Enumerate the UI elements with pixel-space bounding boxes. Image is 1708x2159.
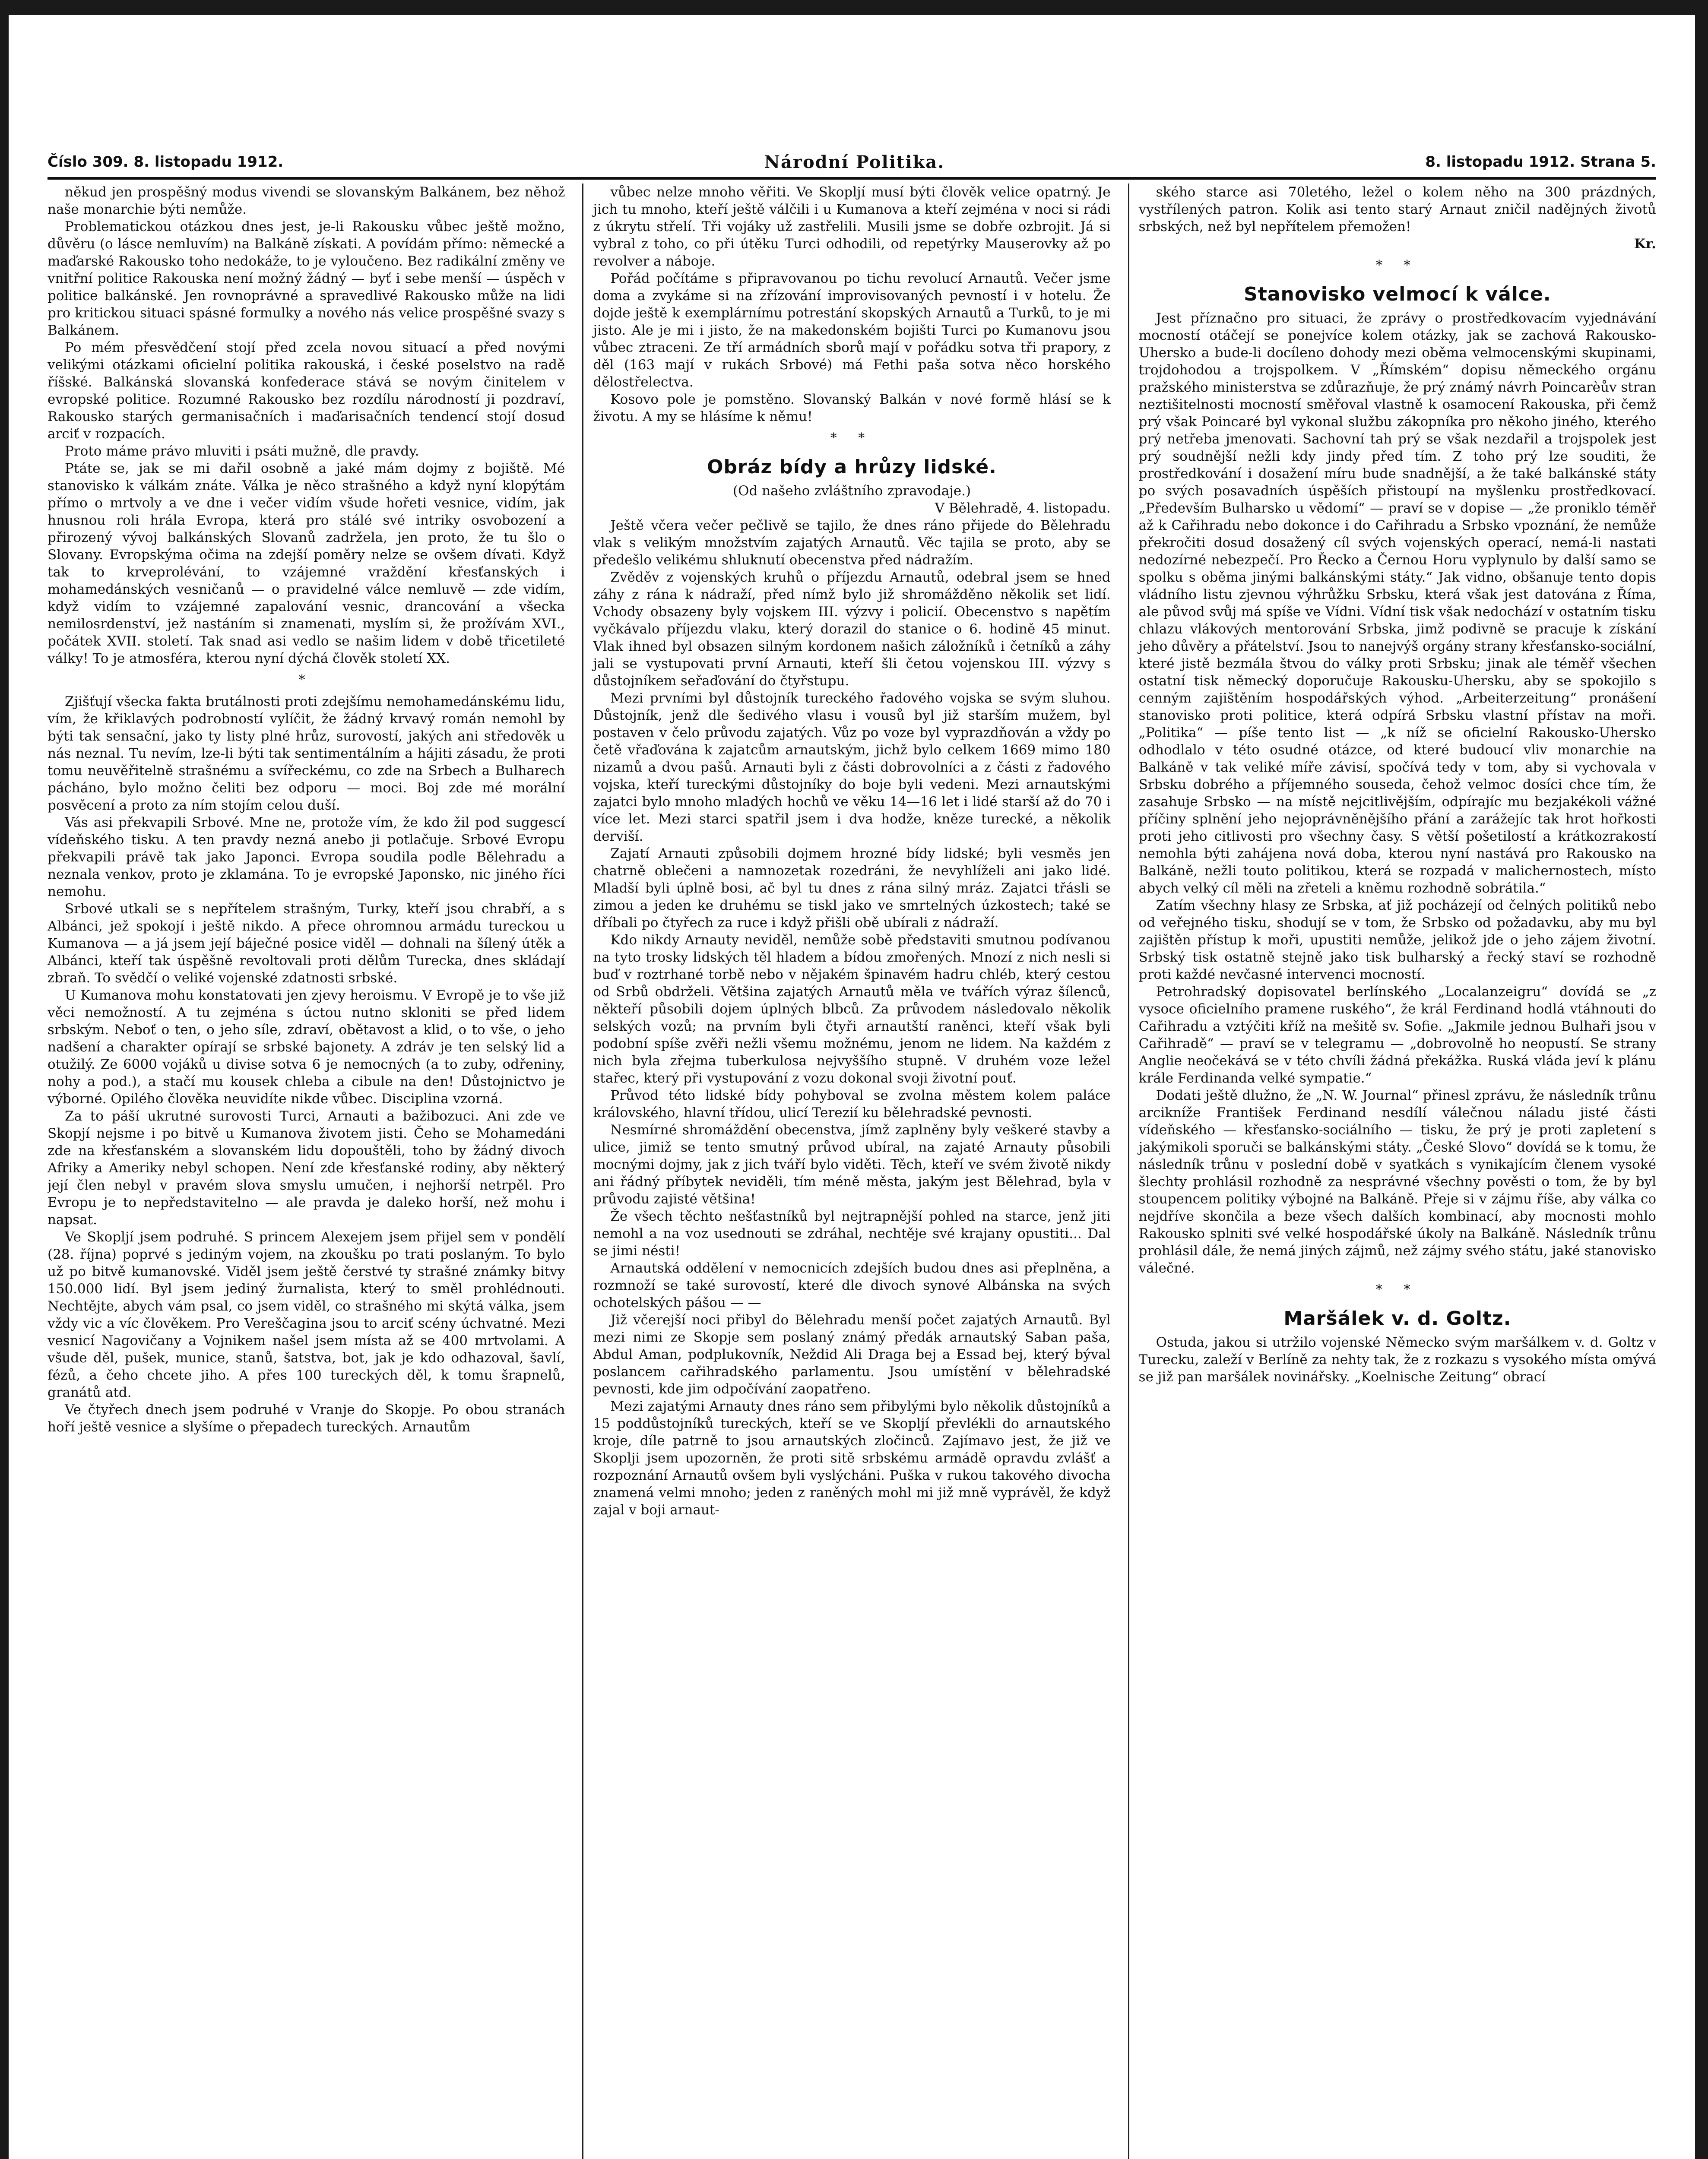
page-number: 8. listopadu 1912. Strana 5. xyxy=(1425,153,1656,171)
newspaper-page xyxy=(9,15,1695,2159)
paragraph: Kosovo pole je pomstěno. Slovanský Balkán v nové formě hlásí se k životu. A my se hlásíme k němu! xyxy=(593,392,1111,424)
paragraph: Srbové utkali se s nepřítelem strašným, Turky, kteří jsou chrabří, a s Albánci, jež spokojí i ještě nikdo. A přece ohromnou armádu tureckou u Kumanova — a já jsem její báječné posice viděl — dohnali na šílený útěk a Albánci, kteří tak úspěšně revoltovali proti dělům Turecka, dnes skládají zbraň. To svědčí o veliké vojenské zdatnosti srbské. xyxy=(48,901,565,986)
paragraph: Kdo nikdy Arnauty neviděl, nemůže sobě představiti smutnou podívanou na tyto trosky lidských těl hladem a bídou zmořených. Mnozí z nich nesli si buď v roztrhané torbě nebo v nějakém špinavém hadru chléb, který cestou od Srbů obdrželi. Většina zajatých Arnautů měla ve tvářích výraz šílenců, někteří působili dojem úplných blbců. Za průvodem následovalo několik selských vozů; na prvním byli čtyři arnautští raněnci, kteří však byli podobní spíše zvěři nežli všemu možnému, jenom ne lidem. Na každém z nich byla zřejma tuberkulosa nejvyššího stupně. V druhém voze ležel stařec, který při vystupování z vozu dokonal svoji životní pouť. xyxy=(593,932,1111,1086)
paragraph: Pořád počítáme s připravovanou po tichu revolucí Arnautů. Večer jsme doma a zvykáme si na zřízování improvisovaných pevností i v hotelu. Že dojde ještě k exemplárnímu potrestání skopských Arnautů a Turků, to je mi jisto. Ale je mi i jisto, že na makedonském bojišti Turci po Kumanovu jsou vůbec ztraceni. Ze tří armádních sborů mají v pořádku sotva tři prapory, z děl (163 mají v rukách Srbové) má Fethi paša sotva něco horského dělostřelectva. xyxy=(593,271,1111,390)
paragraph: Jest příznačno pro situaci, že zprávy o prostředkovacím vyjednávání mocností otáčejí se ponejvíce kolem otázky, jak se zachová Rakousko-Uhersko a bude-li docíleno dohody mezi oběma velmocenskými skupinami, trojdohodou a trojspolkem. V „Římském“ dopisu německého orgánu pražského ministerstva se zdůrazňuje, že prý známý návrh Poincarèův stran neztišitelnosti mocností směřoval vlastně k osamocení Rakouska, při čemž prý však Poincaré byl vykonal službu zákopníka pro někoho jiného, kterého prý netřeba jmenovati. Sachovní tah prý se však nezdařil a trojspolek jest prý soudnější nežli kdy jindy před tím. Z toho prý lze souditi, že prostředkování i dosažení míru bude snadnější, a že také balkánské státy po svých posavadních úspěších přistoupí na myšlenku prostředkovací. „Především Bulharsko u vědomí“ — praví se v dopise — „že proniklo téměř až k Cařihradu nebo dokonce i do Cařihradu a Srbsko vpoznání, že nemůže překročiti dosud dosažený cíl svých vojenských operací, nemá-li nastati nedozírné nebezpečí. Pro Řecko a Černou Horu vyplynulo by další samo se spolku s oběma jinými balkánskými státy.“ Jak vidno, obšanuje tento dopis vládního listu zjevnou výhrůžku Srbsku, která však jest datována z Říma, ale původ svůj má spíše ve Vídni. Vídní tisk však nedochází v ostatním tisku chlazu vlákových mentorování Srbska, jimž podivně se pracuje k získání jeho důvěry a přátelství. Jsou to nanejvýš orgány strany křesťansko-sociální, které jistě bezmála štvou do války proti Srbsku; jinak ale téměř všechen ostatní tisk německý doporučuje Rakousku-Uhersku, aby se spokojilo s cenným zajištěním hospodářských výhod. „Arbeiterzeitung“ pronášení stanovisko proti politice, která odpírá Srbsku vlastní přístav na moři. „Politika“ — píše tento list — „k níž se oficielní Rakousko-Uhersko odhodlalo v této osudné otázce, od které budoucí vliv monarchie na Balkáně v tak veliké míře závisí, spočívá tedy v tom, aby si vychovala v Srbsku dobrého a příjemného souseda, čehož velmoc dosíci chce tím, že zasahuje Srbsko — na místě nejcitlivějším, odpírajíc mu bezjakékoli vážné příčiny splnění jeho nejoprávněnějšího přání a zarážejíc tak hrot hořkosti proti jeho citlivosti pro všechny časy. S větší pošetilostí a krátkozrakostí nemohla býti zahájena nová doba, kterou nyní nastává pro Rakousko na Balkáně, nežli touto politikou, která se rozpadá v malichernostech, místo abych velký cíl měli na zřeteli a kněmu rozhodně sobrátila.“ xyxy=(1138,310,1656,896)
paragraph: Zjišťují všecka fakta brutálnosti proti zdejšímu nemohamedánskému lidu, vím, že křiklavých podrobností vylíčit, že žádný krvavý román nemohl by býti tak sensační, jako ty listy plné hrůz, surovostí, jakých ani středověk u nás neznal. Tu nevím, lze-li býti tak sentimentálním a hájiti zásadu, že proti tomu neuvěřitelně strašnému a svířeckému, co zde na Srbech a Bulharech pácháno, bylo možno čeliti bez odporu — moci. Boj zde mé morální posvěcení a proto za ním stojím celou duší. xyxy=(48,694,565,813)
paragraph: někud jen prospěšný modus vivendi se slovanským Balkánem, bez něhož naše monarchie býti nemůže. xyxy=(48,184,565,217)
paragraph: Vás asi překvapili Srbové. Mne ne, protože vím, že kdo žil pod suggescí vídeňského tisku. A ten pravdy nezná anebo ji potlačuje. Srbové Evropu překvapili právě tak jako Japonci. Evropa soudila podle Bělehradu a neznala venkov, proto je zklamána. To je evropské Japonsko, nic jiného říci nemohu. xyxy=(48,815,565,899)
section-separator: * * xyxy=(1376,258,1419,273)
author-signature: Kr. xyxy=(1634,236,1656,252)
issue-number: Číslo 309. 8. listopadu 1912. xyxy=(48,153,284,171)
paragraph: Mezi prvními byl důstojník tureckého řadového vojska se svým sluhou. Důstojník, jenž dle šedivého vlasu i vousů byl již starším mužem, byl postaven v čelo průvodu zajatých. Vůz po voze byl vyprazdňován a vždy po četě vřaďována k zajatcům arnautským, jichž bylo celkem 1669 mimo 180 nizamů a dvou pašů. Arnauti byli z části dobrovolníci a z části z řadového vojska, kteří tureckými důstojníky do boje byli vedeni. Mezi arnautskými zajatci bylo mnoho mladých hochů ve věku 14—16 let i lidé starší až do 70 i více let. Mezi starci spatřil jsem i dva hodže, kněze turecké, a několik derviší. xyxy=(593,690,1111,844)
paragraph: Zvěděv z vojenských kruhů o příjezdu Arnautů, odebral jsem se hned záhy z rána k nádraží, před nímž bylo již shromážděno několik set lidí. Vchody obsazeny byly vojskem III. výzvy i policií. Obecenstvo s napětím vyčkávalo příjezdu vlaku, který dorazil do stanice o 6. hodině 45 minut. Vlak ihned byl obsazen silným kordonem našich záložníků i četníků a záhy jali se vystupovati první Arnauti, kteří šli četou vojenskou III. výzvy s důstojníkem seřaďování do čtyřstupu. xyxy=(593,570,1111,689)
article-headline: Maršálek v. d. Goltz. xyxy=(1283,1307,1512,1330)
paragraph: Ve Skopljí jsem podruhé. S princem Alexejem jsem přijel sem v pondělí (28. října) poprvé s jediným vojem, na zkoušku po trati poslaným. To bylo už po bitvě kumanovské. Viděl jsem ještě čerstvé ty strašné známky bitvy 150.000 lidí. Byl jsem jediný žurnalista, který to směl prohlédnouti. Nechtějte, abych vám psal, co jsem viděl, co strašného mi skýtá válka, jsem vždy vic a víc člověkem. Pro Vereščagina jsou to arciť scény úchvatné. Mezi vesnicí Nagovičany a Vojnikem našel jsem místa až se 400 mrtvolami. A všude děl, pušek, munice, stanů, šatstva, bot, jak je kdo odhazoval, šavlí, fézů, a čeho chcete jiho. A přes 100 tureckých děl, k tomu šrapnelů, granátů atd. xyxy=(48,1229,565,1400)
article-headline: Stanovisko velmocí k válce. xyxy=(1244,283,1551,305)
article-columns xyxy=(48,184,1656,2159)
article-dateline: V Bělehradě, 4. listopadu. xyxy=(935,500,1111,516)
paragraph: Zajatí Arnauti způsobili dojmem hrozné bídy lidské; byli vesměs jen chatrně oblečeni a namnozetak rozedráni, že nevyhlíželi ani jako lidé. Mladší byli úplně bosi, ač byl tu dnes z rána silný mráz. Zajatci třásli se zimou a jeden ke druhému se tiskl jako ve smrtelných úzkostech; také se dříbali po čtyřech za ruce i když přišli obě ubírali z nádraží. xyxy=(593,846,1111,931)
paragraph: Ostuda, jakou si utržilo vojenské Německo svým maršálkem v. d. Goltz v Turecku, zaleží v Berlíně za nehty tak, že z rozkazu s vysokého místa omývá se již pan maršálek novinářsky. „Koelnische Zeitung“ obrací xyxy=(1138,1335,1656,1385)
paragraph: vůbec nelze mnoho věřiti. Ve Skopljí musí býti člověk velice opatrný. Je jich tu mnoho, kteří ještě válčili i u Kumanova a kteří zejména v noci si rádi z úkrytu střelí. Tři vojáky už zastřelili. Musili jsme se dobře ozbrojit. Já si vybral z toho, co při útěku Turci odhodili, od repetýrky Mauserovky až po revolver a náboje. xyxy=(593,184,1111,269)
paragraph: Proto máme právo mluviti i psáti mužně, dle pravdy. xyxy=(65,443,419,459)
paragraph: Dodati ještě dlužno, že „N. W. Journal“ přinesl zprávu, že následník trůnu arcikníže František Ferdinand nesdílí válečnou náladu jisté části vídeňského — křesťansko-sociálního — tisku, že prý je proti zapletení s jakýmikoli sporuči se balkánskými státy. „České Slovo“ dovídá se k tomu, že následník trůnu v poslední době v syatkách s vynikajícím členem vysoké šlechty prohlásil rozhodně za nesprávné všechny pověsti o tom, že by byl stoupencem politiky výbojné na Balkáně. Přeje si v zájmu říše, aby válka co nejdříve skončila a beze všech dalších kombinací, aby mocnosti mohlo Rakousko splniti své velké hospodářské úkoly na Balkáně. Následník trůnu prohlásil dále, že nemá jiných zájmů, než zájmy svého státu, jaké stanovisko válečné. xyxy=(1138,1088,1656,1276)
paragraph: Ve čtyřech dnech jsem podruhé v Vranje do Skopje. Po obou stranách hoří ještě vesnice a slyšíme o přepadech tureckých. Arnautům xyxy=(48,1402,565,1435)
masthead-rule xyxy=(48,177,1656,180)
paragraph: ského starce asi 70letého, ležel o kolem něho na 300 prázdných, vystřílených patron. Kolik asi tento starý Arnaut zničil nadějných životů srbských, než byl nepřítelem přemožen! xyxy=(1138,184,1656,234)
article-byline: (Od našeho zvláštního zpravodaje.) xyxy=(732,483,971,499)
section-separator: * * xyxy=(1376,1282,1419,1297)
paragraph: Arnautská oddělení v nemocnicích zdejších budou dnes asi přeplněna, a rozmnoží se také surovostí, které dle divoch synové Albánska na svých ochotelských pášou — — xyxy=(593,1260,1111,1311)
paragraph: Po mém přesvědčení stojí před zcela novou situací a před novými velikými otázkami oficielní politika rakouská, i české poselstvo na radě říšské. Balkánská slovanská konfederace stává se novým činitelem v evropské politice. Rozumné Rakousko bez rozdílu národností ji pozdraví, Rakousko starých germanisačních i maďarisačních tendencí stojí dosud arciť v rozpacích. xyxy=(48,340,565,442)
newspaper-title: Národní Politika. xyxy=(764,152,945,172)
paragraph: Za to páší ukrutné surovosti Turci, Arnauti a bažibozuci. Ani zde ve Skopjí nejsme i po bitvě u Kumanova životem jisti. Čeho se Mohamedáni zde na křesťanském a slovanském lidu dopouštěli, toho by žádný divoch Afriky a Ameriky nebyl schopen. Není zde křesťanské rodiny, aby některý její člen nebyl v pravém slova smyslu umučen, i nejhorší netrpěl. Pro Evropu je to nepředstavitelno — ale pravda je daleko horší, než mohu i napsat. xyxy=(48,1108,565,1228)
paragraph: Petrohradský dopisovatel berlínského „Localanzeigru“ dovídá se „z vysoce oficielního pramene ruského“, že král Ferdinand hodlá vtáhnouti do Cařihradu a vztýčiti kříž na mešitě sv. Sofie. „Jakmile jednou Bulhaři jsou v Cařihradě“ — praví se v telegramu — „dobrovolně ho neopustí. Se strany Anglie neočekává se v této chvíli žádná překážka. Ruská vláda jeví k plánu krále Ferdinanda velké sympatie.“ xyxy=(1138,984,1656,1086)
column-2 xyxy=(582,184,1110,2159)
article-headline: Obráz bídy a hrůzy lidské. xyxy=(707,456,997,478)
paragraph: Zatím všechny hlasy ze Srbska, ať již pocházejí od čelných politiků nebo od veřejného tisku, shodují se v tom, že Srbsko od požadavku, aby mu byl zajištěn přístup k moři, upustiti nemůže, jelikož jde o jeho zájem životní. Srbský tisk ostatně stejně jako tisk bulharský a řecký staví se rozhodně proti každé nevčasné intervenci mocností. xyxy=(1138,898,1656,982)
paragraph: Průvod této lidské bídy pohyboval se zvolna městem kolem paláce královského, hlavní třídou, ulicí Terezií ku bělehradské pevnosti. xyxy=(593,1088,1111,1121)
paragraph: Problematickou otázkou dnes jest, je-li Rakousku vůbec ještě možno, důvěru (o lásce nemluvím) na Balkáně získati. A povídám přímo: německé a maďarské Rakousko toho nedokáže, to je vyloučeno. Bez radikální změny ve vnitřní politice Rakouska není možný žádný — byť i sebe menší — úspěch v politice balkánské. Jen rovnoprávné a spravedlivé Rakousko může na lidi pro kritickou situaci spásné formulky a nového nás velice prospěšné svazy s Balkánem. xyxy=(48,219,565,338)
paragraph: Mezi zajatými Arnauty dnes ráno sem přibylými bylo několik důstojníků a 15 poddůstojníků tureckých, kteří se ve Skopljí převlékli do arnautského kroje, díle patrně to jsou arnautských zločinců. Zajímavo jest, že již ve Skoplji jsem upozorněn, že proti sitě srbskému armádě opravdu zvlášť a rozpoznání Arnautů ovšem byli vyslýcháni. Puška v rukou takového divocha znamená velmi mnoho; jeden z raněných mohl mi již mně vyprávěl, že když zajal v boji arnaut- xyxy=(593,1399,1111,1518)
paragraph: Ptáte se, jak se mi dařil osobně a jaké mám dojmy z bojiště. Mé stanovisko k válkám znáte. Válka je něco strašného a když nyní klopýtám přímo o mrtvoly a ve dne i večer vidím všude hořeti vesnice, vidím, jak hnusnou roli hrála Evropa, která pro stálé své intriky osvobození a přirozený vývoj balkánských Slovanů zadržela, jen proto, že tu šlo o Slovany. Evropskýma očima na zdejší poměry nelze se ovšem dívati. Když tak to krveprolévání, to vzájemné vraždění křesťanských i mohamedánských vesničanů — o pravidelné válce nemluvě — zde vidím, když vidím to vzájemné zapalování vesnic, drancování a všecka nemilosrdenství, jež nastáním si znamenati, myslím si, že prožívám XVI., počátek XVII. století. Tak snad asi vedlo se našim lidem v době třicetileté války! To je atmosféra, kterou nyní dýchá člověk století XX. xyxy=(48,461,565,666)
paragraph: Nesmírné shromáždění obecenstva, jímž zaplněny byly veškeré stavby a ulice, jimiž se tento smutný průvod ubíral, na zajaté Arnauty působili mocnými dojmy, jak z jich tváří bylo viděti. Těch, kteří ve svém životě nikdy ani řádný příbytek neviděli, tím méně města, jakým jest Bělehrad, byla v průvodu zajisté většina! xyxy=(593,1122,1111,1207)
paragraph: Již včerejší noci přibyl do Bělehradu menší počet zajatých Arnautů. Byl mezi nimi ze Skopje sem poslaný známý předák arnautský Saban paša, Abdul Aman, podplukovník, Neždid Ali Draga bej a Essad bej, který býval poslancem cařihradského parlamentu. Jsou umístění v bělehradské pevnosti, kde jim odpočívání zaopatřeno. xyxy=(593,1312,1111,1397)
paragraph: U Kumanova mohu konstatovati jen zjevy heroismu. V Evropě je to vše již věci nemožností. A tu zejména s úctou nutno skloniti se před lidem srbským. Neboť o ten, o jeho síle, zdraví, obětavost a klid, o to vše, o jeho nadšení a charakter opírají se srbské bajonety. A zdráv je ten selský lid a otužilý. Ze 6000 vojáků u divise sotva 6 je nemocných (a to zuby, odřeniny, nohy a pod.), a stačí mu kousek chleba a cibule na den! Důstojnictvo je výborné. Opilého člověka neuvidíte nikde vůbec. Disciplina vzorná. xyxy=(48,988,565,1107)
section-separator: * xyxy=(298,672,314,687)
column-3 xyxy=(1128,184,1656,2159)
section-separator: * * xyxy=(830,431,874,446)
paragraph: Že všech těchto nešťastníků byl nejtrapnější pohled na starce, jenž jiti nemohl a na voz usednouti se zdráhal, nechtěje své krajany opustiti... Dal se jimi nésti! xyxy=(593,1209,1111,1259)
paragraph: Ještě včera večer pečlivě se tajilo, že dnes ráno přijede do Bělehradu vlak s velikým množstvím zajatých Arnautů. Věc tajila se proto, aby se předešlo velikému shluknutí obecenstva před nádražím. xyxy=(593,518,1111,568)
column-1 xyxy=(48,184,565,2159)
masthead xyxy=(48,145,1656,179)
